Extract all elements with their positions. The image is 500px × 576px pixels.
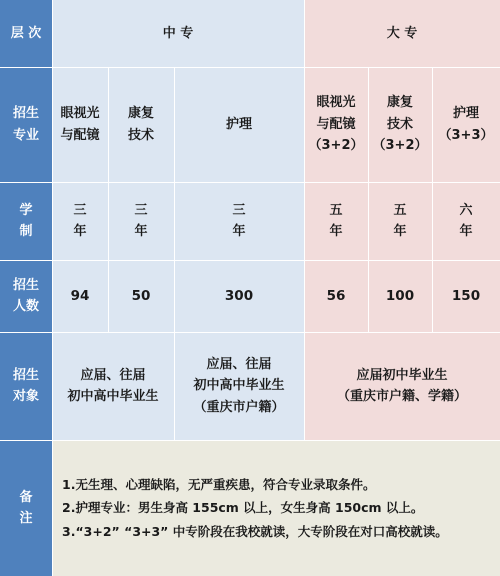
- enrollment-cell: 50: [108, 260, 174, 332]
- duration-cell: 五 年: [304, 182, 368, 260]
- duration-cell: 六 年: [432, 182, 500, 260]
- header-duration: 学 制: [0, 182, 52, 260]
- grid-line: [304, 0, 305, 440]
- enrollment-cell: 300: [174, 260, 304, 332]
- major-cell: 护理 （3+3）: [432, 67, 500, 182]
- grid-line: [0, 332, 500, 333]
- note-line: 3.“3+2” “3+3” 中专阶段在我校就读，大专阶段在对口高校就读。: [62, 523, 448, 539]
- enrollment-cell: 150: [432, 260, 500, 332]
- header-notes: 备 注: [0, 440, 52, 576]
- grid-line: [432, 67, 433, 332]
- group-college: 大 专: [304, 0, 500, 67]
- duration-cell: 三 年: [108, 182, 174, 260]
- enrollment-cell: 56: [304, 260, 368, 332]
- grid-line: [0, 440, 500, 441]
- header-enrollment: 招生 人数: [0, 260, 52, 332]
- grid-line: [0, 260, 500, 261]
- enrollment-cell: 100: [368, 260, 432, 332]
- major-cell: 眼视光 与配镜: [52, 67, 108, 182]
- duration-cell: 三 年: [174, 182, 304, 260]
- grid-line: [0, 182, 500, 183]
- grid-line: [174, 67, 175, 440]
- group-secondary: 中 专: [52, 0, 304, 67]
- major-cell: 康复 技术 （3+2）: [368, 67, 432, 182]
- target-cell: 应届初中毕业生 （重庆市户籍、学籍）: [304, 332, 500, 440]
- note-line: 1.无生理、心理缺陷，无严重疾患，符合专业录取条件。: [62, 477, 376, 493]
- grid-line: [108, 67, 109, 332]
- header-level: 层 次: [0, 0, 52, 67]
- duration-cell: 三 年: [52, 182, 108, 260]
- grid-line: [52, 0, 53, 576]
- major-cell: 眼视光 与配镜 （3+2）: [304, 67, 368, 182]
- duration-cell: 五 年: [368, 182, 432, 260]
- target-cell: 应届、往届 初中高中毕业生: [52, 332, 174, 440]
- enrollment-cell: 94: [52, 260, 108, 332]
- grid-line: [368, 67, 369, 332]
- notes-cell: [52, 440, 500, 576]
- header-major: 招生 专业: [0, 67, 52, 182]
- note-line: 2.护理专业：男生身高 155cm 以上，女生身高 150cm 以上。: [62, 500, 424, 516]
- major-cell: 康复 技术: [108, 67, 174, 182]
- grid-line: [0, 67, 500, 68]
- target-cell: 应届、往届 初中高中毕业生 （重庆市户籍）: [174, 332, 304, 440]
- header-target: 招生 对象: [0, 332, 52, 440]
- major-cell: 护理: [174, 67, 304, 182]
